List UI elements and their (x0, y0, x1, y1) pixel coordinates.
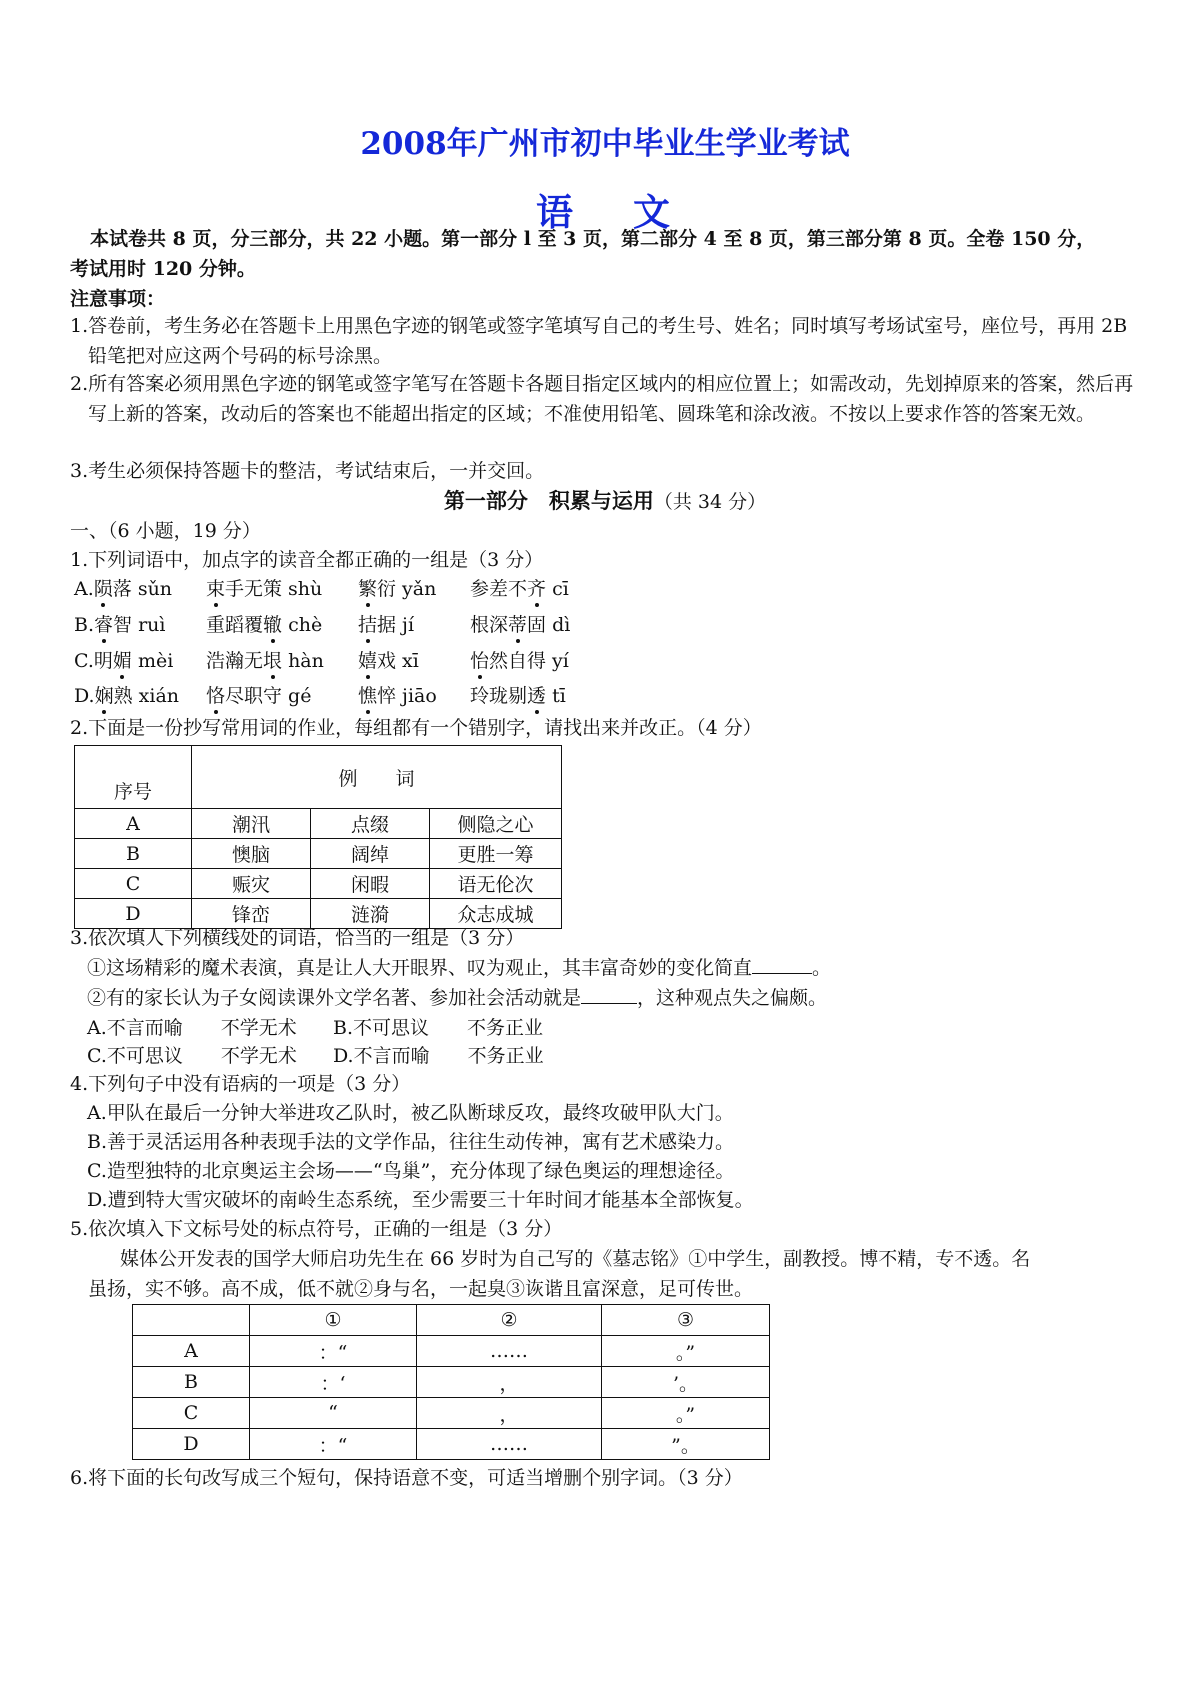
q5-passage-2: 虽扬，实不够。高不成，低不就②身与名，一起臭③诙谐且富深意，足可传世。 (88, 1278, 754, 1300)
table-cell: 更胜一筹 (430, 839, 562, 869)
q1-a-word-2 (206, 574, 322, 601)
dotted-char: 怡 (470, 650, 490, 672)
q1-b-word-3 (358, 610, 414, 637)
table-cell: A (75, 809, 192, 839)
word-rest: 固 dì (527, 614, 571, 636)
sentence-text: ①这场精彩的魔术表演，真是让人大开眼界、叹为观止，其丰富奇妙的变化简直 (87, 957, 753, 979)
table-cell: 涟漪 (311, 899, 430, 929)
word-rest: 尽职守 gé (225, 685, 312, 707)
exam-title: 2008年广州市初中毕业生学业考试 (360, 126, 850, 162)
q1-option-b (74, 610, 165, 637)
table-cell: …… (417, 1336, 602, 1367)
q3-sentence-2 (87, 983, 827, 1013)
sentence-text: ②有的家长认为子女阅读课外文学名著、参加社会活动就是 (87, 987, 582, 1009)
q1-c-word-2 (206, 646, 324, 673)
dotted-char: 辙 (263, 614, 283, 636)
q3-sentence-1 (87, 953, 831, 983)
section-points: （共 34 分） (653, 491, 767, 513)
q4-option-c: C.造型独特的北京奥运主会场——“鸟巢”，充分体现了绿色奥运的理想途径。 (87, 1160, 735, 1182)
table-cell: ③ (602, 1305, 770, 1336)
intro-line-2: 考试用时 120 分钟。 (70, 258, 256, 280)
word-rest: 浩瀚无 (206, 650, 264, 672)
sentence-end: ，这种观点失之偏颇。 (637, 987, 828, 1009)
dotted-char: 束 (206, 578, 226, 600)
word-rest: 衍 yǎn (377, 578, 437, 600)
table-cell: ：‘ (250, 1367, 417, 1398)
table-row (75, 869, 562, 899)
word-rest: 熟 xián (113, 685, 180, 707)
option-letter: C. (74, 650, 94, 672)
q3-stem: 3.依次填人下列横线处的词语，恰当的一组是（3 分） (70, 927, 525, 949)
word-rest: 参差不 (470, 578, 528, 600)
q4-stem: 4.下列句子中没有语病的一项是（3 分） (70, 1073, 411, 1095)
table-cell: C (75, 869, 192, 899)
group-heading: 一、（6 小题，19 分） (70, 520, 261, 542)
table-cell: …… (417, 1429, 602, 1460)
table-cell: 。” (602, 1398, 770, 1429)
table-cell: 潮汛 (192, 809, 311, 839)
table-cell: 赈灾 (192, 869, 311, 899)
table-cell: C (133, 1398, 250, 1429)
table-cell: ① (250, 1305, 417, 1336)
q1-stem: 1.下列词语中，加点字的读音全都正确的一组是（3 分） (70, 549, 544, 571)
notice-item-1: 1.答卷前，考生务必在答题卡上用黑色字迹的钢笔或签字笔填写自己的考生号、姓名；同时填写考场试室号，座位号，再用 2B 铅笔把对应这两个号码的标号涂黑。 (70, 315, 1128, 367)
q3-option-a: A.不言而喻 不学无术 (87, 1017, 297, 1039)
table-cell: 阔绰 (311, 839, 430, 869)
q1-option-c (74, 646, 173, 673)
option-letter: B. (74, 614, 95, 636)
table-row (133, 1398, 770, 1429)
intro-line-1: 本试卷共 8 页，分三部分，共 22 小题。第一部分 l 至 3 页，第二部分 4 至 8 页，第三部分第 8 页。全卷 150 分， (90, 228, 1096, 250)
table-cell: D (75, 899, 192, 929)
q1-b-word-4 (470, 610, 570, 637)
dotted-char: 蒂 (508, 614, 528, 636)
table-cell: ：“ (250, 1336, 417, 1367)
subject-char-2: 文 (633, 190, 674, 234)
table-cell: ”。 (602, 1429, 770, 1460)
q2-table (74, 745, 562, 929)
table-cell: ， (417, 1398, 602, 1429)
table-row (133, 1367, 770, 1398)
table-cell: 闲暇 (311, 869, 430, 899)
table-cell: ， (417, 1367, 602, 1398)
table-row (133, 1336, 770, 1367)
dotted-char: 娴 (94, 685, 114, 707)
q4-option-d: D.遭到特大雪灾破坏的南岭生态系统，至少需要三十年时间才能基本全部恢复。 (87, 1189, 754, 1211)
q1-d-word-3 (358, 681, 437, 708)
section-name: 第一部分 积累与运用 (443, 488, 654, 513)
q3-option-d: D.不言而喻 不务正业 (333, 1045, 544, 1067)
word-rest: 手无策 shù (225, 578, 323, 600)
word-rest: cī (546, 578, 569, 600)
dotted-char: 垠 (263, 650, 283, 672)
q4-option-b: B.善于灵活运用各种表现手法的文学作品，往往生动传神，寓有艺术感染力。 (87, 1131, 735, 1153)
table-cell: B (133, 1367, 250, 1398)
table-cell: D (133, 1429, 250, 1460)
q1-b-word-2 (206, 610, 322, 637)
table-cell: B (75, 839, 192, 869)
word-rest: 落 sǔn (112, 578, 173, 600)
dotted-char: 拮 (358, 614, 378, 636)
table-row (75, 809, 562, 839)
q1-d-word-2 (206, 681, 311, 708)
option-letter: A. (74, 578, 94, 600)
word-rest: 重蹈覆 (206, 614, 264, 636)
word-rest: tī (546, 685, 566, 707)
word-rest: 悴 jiāo (377, 685, 437, 707)
table-cell: 点缀 (311, 809, 430, 839)
subject-char-1: 语 (536, 190, 577, 234)
word-rest: hàn (282, 650, 324, 672)
dotted-char: 恪 (206, 685, 226, 707)
q1-a-word-4 (470, 574, 569, 601)
word-rest: 玲珑剔 (470, 685, 528, 707)
table-cell: 侧隐之心 (430, 809, 562, 839)
q1-a-word-3 (358, 574, 436, 601)
dotted-char: 繁 (358, 578, 378, 600)
table-cell: 。” (602, 1336, 770, 1367)
word-rest: 明 (93, 650, 113, 672)
q2-stem: 2.下面是一份抄写常用词的作业，每组都有一个错别字，请找出来并改正。（4 分） (70, 717, 762, 739)
section-title (70, 485, 1140, 515)
q6-stem: 6.将下面的长句改写成三个短句，保持语意不变，可适当增删个别字词。（3 分） (70, 1467, 743, 1489)
dotted-char: 陨 (93, 578, 113, 600)
word-rest: chè (282, 614, 323, 636)
header-words: 例 词 (192, 746, 562, 809)
word-rest: 据 jí (377, 614, 415, 636)
fill-blank (581, 1003, 637, 1004)
option-letter: D. (74, 685, 95, 707)
header-no: 序号 (75, 746, 192, 809)
dotted-char: 睿 (94, 614, 114, 636)
word-rest: 然自得 yí (489, 650, 569, 672)
q1-option-a (74, 574, 172, 601)
q3-option-b: B.不可思议 不务正业 (333, 1017, 544, 1039)
q5-passage-1: 媒体公开发表的国学大师启功先生在 66 岁时为自己写的《墓志铭》①中学生，副教授。博不精，专不透。名 (120, 1248, 1031, 1270)
dotted-char: 憔 (358, 685, 378, 707)
notice-item-2: 2.所有答案必须用黑色字迹的钢笔或签字笔写在答题卡各题目指定区域内的相应位置上；如需改动，先划掉原来的答案，然后再写上新的答案，改动后的答案也不能超出指定的区域；不准使用铅笔、圆珠笔和涂改液。不按以上要求作答的答案无效。 (70, 373, 1134, 425)
table-cell: 锋峦 (192, 899, 311, 929)
q4-option-a: A.甲队在最后一分钟大举进攻乙队时，被乙队断球反攻，最终攻破甲队大门。 (87, 1102, 734, 1124)
sentence-end: 。 (812, 957, 832, 979)
table-cell: ’。 (602, 1367, 770, 1398)
table-header-row (133, 1305, 770, 1336)
word-rest: 根深 (470, 614, 509, 636)
table-row (133, 1429, 770, 1460)
q5-stem: 5.依次填入下文标号处的标点符号，正确的一组是（3 分） (70, 1218, 563, 1240)
q1-c-word-4 (470, 646, 569, 673)
notice-item-3: 3.考生必须保持答题卡的整洁，考试结束后，一并交回。 (70, 460, 545, 482)
table-cell: ② (417, 1305, 602, 1336)
dotted-char: 透 (527, 685, 547, 707)
dotted-char: 齐 (527, 578, 547, 600)
table-cell: 语无伦次 (430, 869, 562, 899)
q3-option-c: C.不可思议 不学无术 (87, 1045, 297, 1067)
table-row (75, 839, 562, 869)
q5-table (132, 1304, 770, 1460)
q1-d-word-4 (470, 681, 566, 708)
table-cell: A (133, 1336, 250, 1367)
q1-option-d (74, 681, 179, 708)
table-cell: 众志成城 (430, 899, 562, 929)
q1-c-word-3 (358, 646, 419, 673)
word-rest: 戏 xī (377, 650, 419, 672)
table-cell: “ (250, 1398, 417, 1429)
dotted-char: 媚 (112, 650, 132, 672)
word-rest: mèi (131, 650, 174, 672)
dotted-char: 嬉 (358, 650, 378, 672)
table-cell: 懊脑 (192, 839, 311, 869)
table-cell: ：“ (250, 1429, 417, 1460)
notice-heading: 注意事项： (70, 288, 166, 310)
table-cell (133, 1305, 250, 1336)
word-rest: 智 ruì (113, 614, 166, 636)
fill-blank (752, 973, 812, 974)
